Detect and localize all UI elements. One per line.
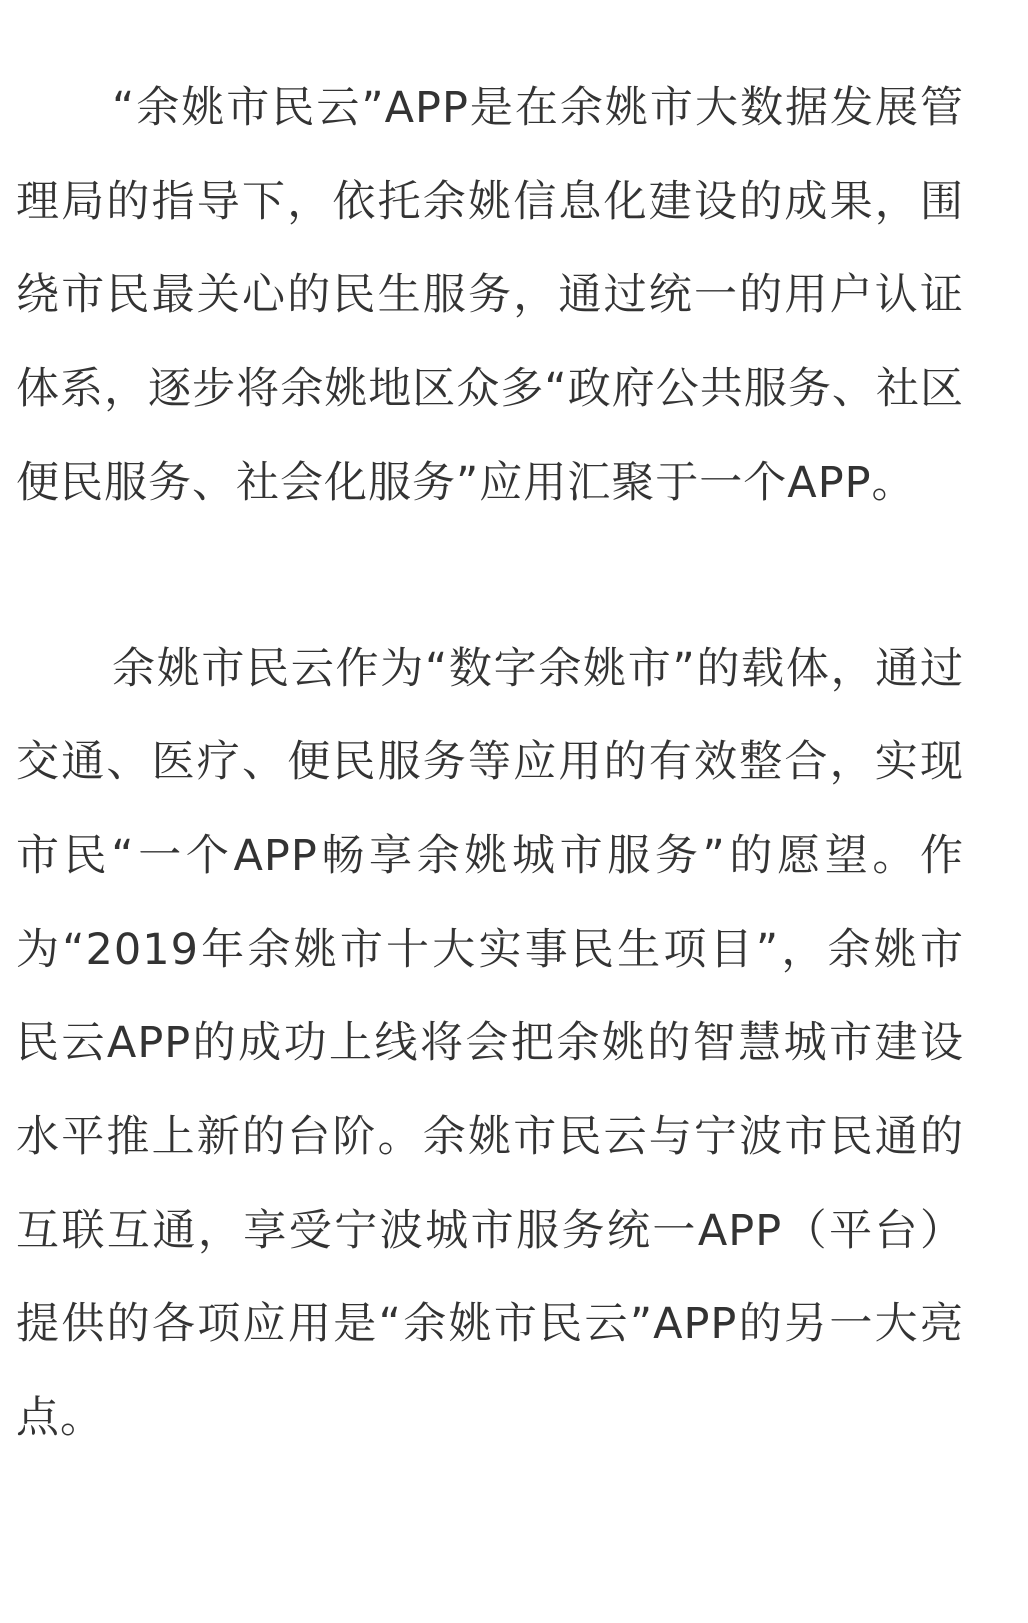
article-paragraph-highlights: 余姚市民云作为“数字余姚市”的载体，通过交通、医疗、便民服务等应用的有效整合，实现市民“一个APP畅享余姚城市服务”的愿望。作为“2019年余姚市十大实事民生项目”，余姚市民云APP的成功上线将会把余姚的智慧城市建设水平推上新的台阶。余姚市民云与宁波市民通的互联互通，享受宁波城市服务统一APP（平台）提供的各项应用是“余姚市民云”APP的另一大亮点。 — [16, 643, 964, 1444]
article-paragraph-intro: “余姚市民云”APP是在余姚市大数据发展管理局的指导下，依托余姚信息化建设的成果，围绕市民最关心的民生服务，通过统一的用户认证体系，逐步将余姚地区众多“政府公共服务、社区便民服务、社会化服务”应用汇聚于一个APP。 — [16, 83, 964, 508]
article-body — [16, 62, 964, 1466]
